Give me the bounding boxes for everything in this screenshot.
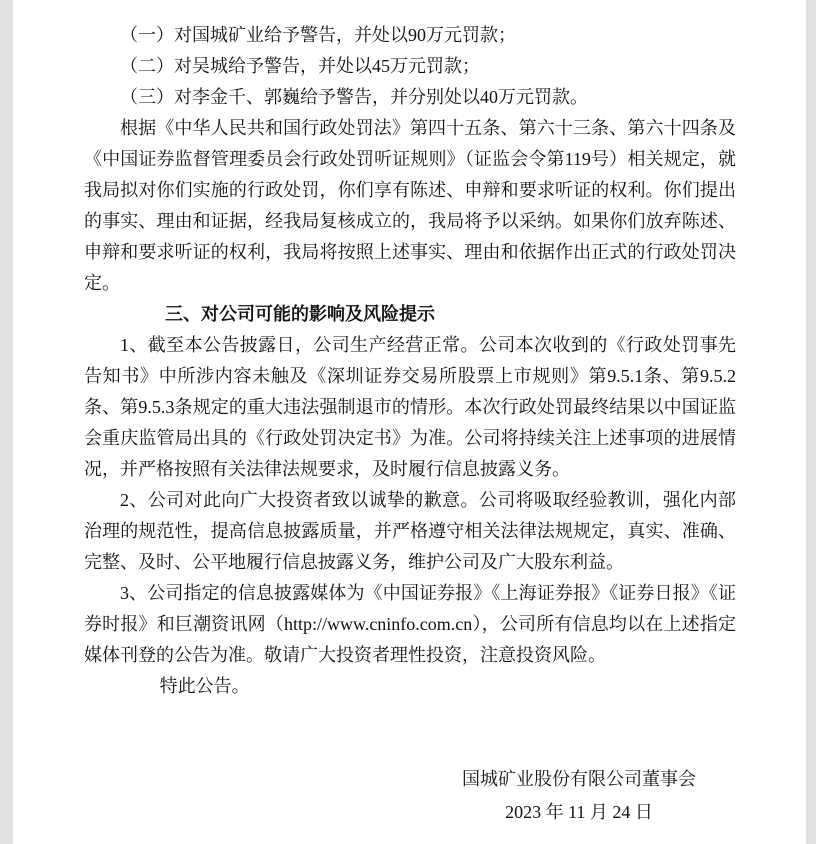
- risk-paragraph-2: 2、公司对此向广大投资者致以诚挚的歉意。公司将吸取经验教训，强化内部治理的规范性，提高信息披露质量，并严格遵守相关法律法规规定，真实、准确、完整、及时、公平地履行信息披露义务，维护公司及广大股东利益。: [84, 490, 736, 572]
- signature-company: 国城矿业股份有限公司董事会: [462, 769, 696, 789]
- signature-date: 2023 年 11 月 24 日: [505, 802, 653, 822]
- section-heading-risk: 三、对公司可能的影响及风险提示: [165, 304, 435, 324]
- signature-block: [462, 764, 696, 828]
- penalty-item-3: （三）对李金千、郭巍给予警告，并分别处以40万元罚款。: [120, 87, 588, 107]
- document-content: [13, 0, 806, 828]
- document-page: [13, 0, 806, 844]
- risk-paragraph-3: 3、公司指定的信息披露媒体为《中国证券报》《上海证券报》《证券日报》《证券时报》和巨潮资讯网（http://www.cninfo.com.cn），公司所有信息均以在上述指定媒体刊登的公告为准。敬请广大投资者理性投资，注意投资风险。: [84, 583, 736, 665]
- closing-statement: 特此公告。: [159, 676, 250, 696]
- risk-paragraph-1: 1、截至本公告披露日，公司生产经营正常。公司本次收到的《行政处罚事先告知书》中所涉内容未触及《深圳证券交易所股票上市规则》第9.5.1条、第9.5.2条、第9.5.3条规定的重大违法强制退市的情形。本次行政处罚最终结果以中国证监会重庆监管局出具的《行政处罚决定书》为准。公司将持续关注上述事项的进展情况，并严格按照有关法律法规要求，及时履行信息披露义务。: [84, 335, 736, 479]
- legal-basis-paragraph: 根据《中华人民共和国行政处罚法》第四十五条、第六十三条、第六十四条及《中国证券监督管理委员会行政处罚听证规则》（证监会令第119号）相关规定，就我局拟对你们实施的行政处罚，你们享有陈述、申辩和要求听证的权利。你们提出的事实、理由和证据，经我局复核成立的，我局将予以采纳。如果你们放弃陈述、申辩和要求听证的权利，我局将按照上述事实、理由和依据作出正式的行政处罚决定。: [84, 118, 736, 293]
- penalty-item-2: （二）对吴城给予警告，并处以45万元罚款；: [120, 56, 480, 76]
- penalty-item-1: （一）对国城矿业给予警告，并处以90万元罚款；: [120, 25, 516, 45]
